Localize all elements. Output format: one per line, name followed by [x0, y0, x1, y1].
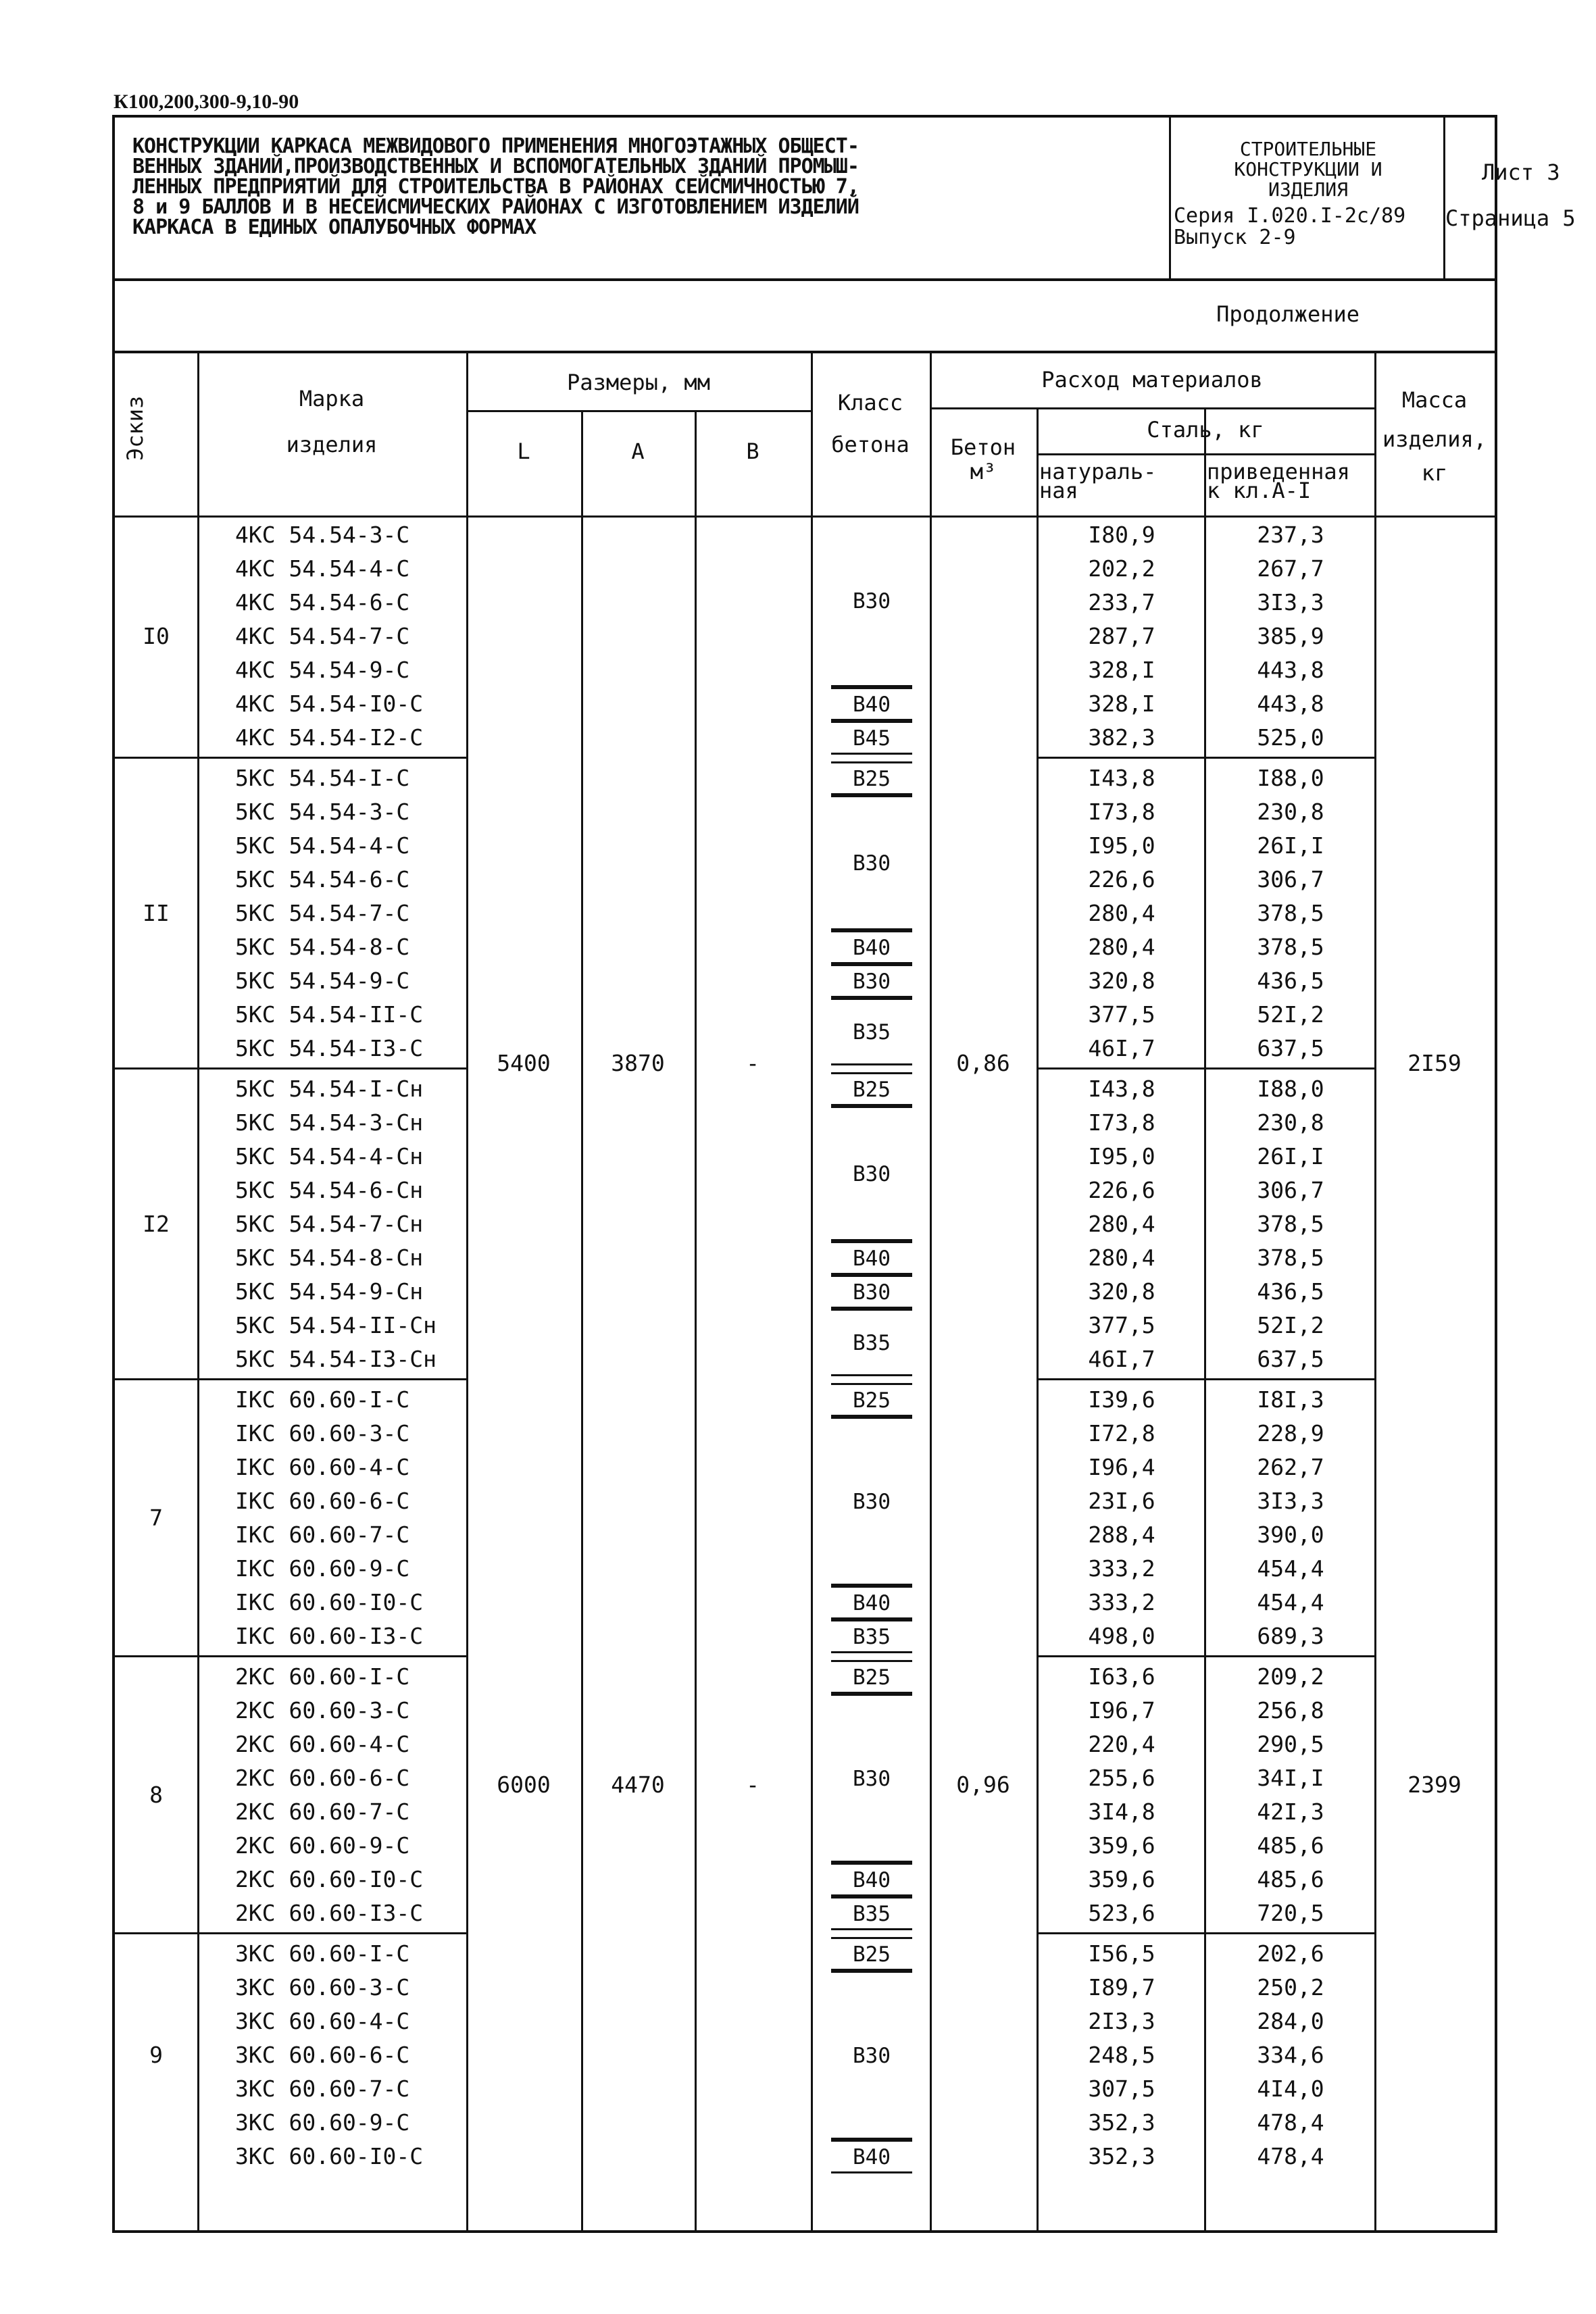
steel-natural: I43,8 [1088, 765, 1155, 791]
title-block [115, 118, 1576, 281]
steel-reduced: I88,0 [1257, 765, 1324, 791]
steel-reduced: 385,9 [1257, 623, 1324, 649]
product-mark: IКС 60.60-7-С [235, 1521, 410, 1548]
product-mark: IКС 60.60-4-С [235, 1454, 410, 1480]
steel-reduced: 390,0 [1257, 1521, 1324, 1548]
steel-reduced: 637,5 [1257, 1346, 1324, 1372]
concrete-class-label: В40 [853, 2145, 891, 2169]
concrete-class-cell [831, 687, 912, 721]
concrete-class-cell [831, 930, 912, 964]
steel-reduced: 52I,2 [1257, 1001, 1324, 1028]
steel-natural: 523,6 [1088, 1900, 1155, 1926]
concrete-class-cell [831, 1896, 912, 1930]
product-mark: IКС 60.60-6-С [235, 1488, 410, 1514]
steel-reduced: 378,5 [1257, 934, 1324, 960]
product-mark: 5КС 54.54-I-С [235, 765, 410, 791]
steel-reduced: 3I3,3 [1257, 1488, 1324, 1514]
product-mark: 3КС 60.60-4-С [235, 2008, 410, 2034]
concrete-class-label: В30 [853, 589, 891, 613]
concrete-class-cell [831, 761, 912, 795]
concrete-class-cell [831, 998, 912, 1065]
mass-header-line-2: изделия, [1382, 426, 1487, 452]
concrete-class-label: В25 [853, 1078, 891, 1102]
steel-natural: I73,8 [1088, 799, 1155, 825]
steel-header: Сталь, кг [1147, 417, 1264, 443]
steel-natural: 320,8 [1088, 1278, 1155, 1305]
product-mark: IКС 60.60-I3-С [235, 1623, 424, 1649]
product-mark: 5КС 54.54-7-С [235, 900, 410, 926]
steel-reduced: I88,0 [1257, 1076, 1324, 1102]
steel-reduced: 525,0 [1257, 724, 1324, 751]
steel-reduced: 689,3 [1257, 1623, 1324, 1649]
product-mark: 3КС 60.60-7-С [235, 2076, 410, 2102]
steel-reduced: 230,8 [1257, 799, 1324, 825]
product-mark: 5КС 54.54-I3-Сн [235, 1346, 437, 1372]
class-header-line-1: Класс [837, 390, 903, 416]
concrete-class-label: В35 [853, 1020, 891, 1045]
concrete-class-cell [831, 1241, 912, 1275]
steel-natural: 288,4 [1088, 1521, 1155, 1548]
width-4470: 4470 [611, 1771, 665, 1798]
product-mark: 4КС 54.54-I2-С [235, 724, 424, 751]
concrete-class-label: В30 [853, 1767, 891, 1791]
issue-number: Выпуск 2-9 [1174, 226, 1296, 249]
steel-natural: 377,5 [1088, 1312, 1155, 1338]
concrete-class-label: В40 [853, 1591, 891, 1615]
steel-reduced: 26I,I [1257, 1143, 1324, 1169]
steel-natural: 233,7 [1088, 589, 1155, 615]
steel-natural: 352,3 [1088, 2109, 1155, 2136]
reduced-header-line-1: приведенная [1207, 459, 1350, 484]
concrete-class-cell [831, 518, 912, 687]
steel-natural: I96,7 [1088, 1697, 1155, 1724]
product-mark: 5КС 54.54-3-Сн [235, 1109, 424, 1136]
concrete-class-label: В40 [853, 1868, 891, 1892]
concrete-class-label: В30 [853, 2044, 891, 2068]
steel-reduced: 436,5 [1257, 1278, 1324, 1305]
product-mark: 2КС 60.60-I3-С [235, 1900, 424, 1926]
steel-natural: I89,7 [1088, 1974, 1155, 2001]
length-5400: 5400 [497, 1050, 551, 1076]
steel-reduced: 250,2 [1257, 1974, 1324, 2001]
document-title: КОНСТРУКЦИИ КАРКАСА МЕЖВИДОВОГО ПРИМЕНЕНИЯ МНОГОЭТАЖНЫХ ОБЩЕСТ- ВЕННЫХ ЗДАНИЙ,ПРОИЗВОДСТВЕННЫХ И ВСПОМОГАТЕЛЬНЫХ ЗДАНИЙ ПРОМЫШ- ЛЕННЫХ ПРЕДПРИЯТИЙ ДЛЯ СТРОИТЕЛЬСТВА В РАЙОНАХ СЕЙСМИЧНОСТЬЮ 7, 8 и 9 БАЛЛОВ И В НЕСЕЙСМИЧЕСКИХ РАЙОНАХ С ИЗГОТОВЛЕНИЕМ ИЗДЕЛИЙ КАРКАСА В ЕДИНЫХ ОПАЛУБОЧНЫХ ФОРМАХ [132, 134, 859, 239]
length-6000: 6000 [497, 1771, 551, 1798]
concrete-header-line-1: Бетон [950, 434, 1016, 460]
product-mark: 5КС 54.54-4-Сн [235, 1143, 424, 1169]
steel-reduced: 284,0 [1257, 2008, 1324, 2034]
concrete-class-cell [831, 1937, 912, 1971]
product-mark: 5КС 54.54-9-С [235, 967, 410, 994]
steel-reduced: 26I,I [1257, 832, 1324, 859]
sketch-number: 7 [149, 1505, 163, 1531]
steel-reduced: 378,5 [1257, 1244, 1324, 1271]
sketch-number: II [143, 900, 170, 926]
mass-header-line-3: кг [1421, 460, 1448, 486]
sketch-number: I2 [143, 1211, 170, 1237]
steel-reduced: 378,5 [1257, 900, 1324, 926]
steel-natural: I43,8 [1088, 1076, 1155, 1102]
natural-header-line-2: ная [1039, 478, 1078, 503]
concrete-header-line-2: м³ [970, 459, 997, 484]
steel-natural: 280,4 [1088, 934, 1155, 960]
steel-natural: 23I,6 [1088, 1488, 1155, 1514]
steel-natural: 226,6 [1088, 866, 1155, 892]
concrete-class-cell [831, 1309, 912, 1376]
reduced-header-line-2: к кл.А-I [1207, 478, 1312, 503]
product-mark: 2КС 60.60-4-С [235, 1731, 410, 1757]
steel-reduced: 443,8 [1257, 657, 1324, 683]
steel-reduced: 52I,2 [1257, 1312, 1324, 1338]
product-mark: 5КС 54.54-4-С [235, 832, 410, 859]
concrete-class-cell [831, 1106, 912, 1241]
product-mark: 4КС 54.54-6-С [235, 589, 410, 615]
steel-reduced: 209,2 [1257, 1663, 1324, 1690]
natural-header-line-1: натураль- [1039, 459, 1157, 484]
product-mark: 5КС 54.54-3-С [235, 799, 410, 825]
concrete-class-cell [831, 1694, 912, 1863]
steel-natural: I73,8 [1088, 1109, 1155, 1136]
concrete-class-label: В40 [853, 1247, 891, 1271]
steel-natural: I72,8 [1088, 1420, 1155, 1447]
sheet-block [1443, 118, 1596, 278]
product-mark: 5КС 54.54-8-Сн [235, 1244, 424, 1271]
product-mark: 2КС 60.60-9-С [235, 1832, 410, 1859]
steel-reduced: 378,5 [1257, 1211, 1324, 1237]
concrete-volume-2: 0,96 [956, 1771, 1010, 1798]
product-mark: 3КС 60.60-3-С [235, 1974, 410, 2001]
steel-natural: 287,7 [1088, 623, 1155, 649]
sheet-number: Лист 3 [1482, 159, 1560, 185]
steel-natural: 320,8 [1088, 967, 1155, 994]
steel-natural: 46I,7 [1088, 1346, 1155, 1372]
steel-reduced: 202,6 [1257, 1940, 1324, 1967]
steel-reduced: 237,3 [1257, 522, 1324, 548]
product-mark: 4КС 54.54-9-С [235, 657, 410, 683]
steel-natural: I39,6 [1088, 1386, 1155, 1413]
category-line-3: ИЗДЕЛИЯ [1268, 178, 1348, 201]
steel-reduced: 306,7 [1257, 1177, 1324, 1203]
product-mark: IКС 60.60-I0-С [235, 1589, 424, 1615]
steel-reduced: 454,4 [1257, 1589, 1324, 1615]
product-mark: 5КС 54.54-II-С [235, 1001, 424, 1028]
mass-value-1: 2I59 [1407, 1050, 1462, 1076]
steel-reduced: I8I,3 [1257, 1386, 1324, 1413]
width-3870: 3870 [611, 1050, 665, 1076]
concrete-class-cell [831, 1417, 912, 1586]
product-mark: 4КС 54.54-I0-С [235, 690, 424, 717]
steel-reduced: 485,6 [1257, 1832, 1324, 1859]
steel-natural: I80,9 [1088, 522, 1155, 548]
mark-header-line-1: Марка [299, 386, 365, 411]
concrete-class-cell [831, 1619, 912, 1653]
steel-reduced: 720,5 [1257, 1900, 1324, 1926]
concrete-class-cell [831, 1383, 912, 1417]
steel-natural: I56,5 [1088, 1940, 1155, 1967]
product-mark: 5КС 54.54-6-Сн [235, 1177, 424, 1203]
steel-natural: 328,I [1088, 690, 1155, 717]
product-mark: 5КС 54.54-I3-С [235, 1035, 424, 1061]
steel-reduced: 478,4 [1257, 2109, 1324, 2136]
steel-reduced: 4I4,0 [1257, 2076, 1324, 2102]
steel-natural: 280,4 [1088, 900, 1155, 926]
steel-natural: 3I4,8 [1088, 1799, 1155, 1825]
dimensions-header: Размеры, мм [567, 370, 710, 395]
category-line-1: СТРОИТЕЛЬНЫЕ [1239, 138, 1377, 160]
steel-natural: 46I,7 [1088, 1035, 1155, 1061]
product-mark: 5КС 54.54-9-Сн [235, 1278, 424, 1305]
product-mark: 5КС 54.54-I-Сн [235, 1076, 424, 1102]
steel-natural: 226,6 [1088, 1177, 1155, 1203]
concrete-class-label: В40 [853, 693, 891, 717]
concrete-class-cell [831, 2140, 912, 2173]
concrete-class-label: В35 [853, 1902, 891, 1926]
steel-natural: 359,6 [1088, 1866, 1155, 1892]
product-mark: 5КС 54.54-6-С [235, 866, 410, 892]
product-mark: 4КС 54.54-7-С [235, 623, 410, 649]
steel-natural: I96,4 [1088, 1454, 1155, 1480]
concrete-class-label: В45 [853, 726, 891, 751]
product-mark: 2КС 60.60-I-С [235, 1663, 410, 1690]
steel-natural: 333,2 [1088, 1555, 1155, 1582]
concrete-class-label: В25 [853, 767, 891, 791]
concrete-class-label: В25 [853, 1942, 891, 1967]
class-header-line-2: бетона [831, 432, 909, 457]
concrete-class-label: В30 [853, 970, 891, 994]
product-mark: 2КС 60.60-7-С [235, 1799, 410, 1825]
concrete-class-cell [831, 1863, 912, 1896]
mark-header-line-2: изделия [286, 432, 378, 457]
steel-natural: 280,4 [1088, 1211, 1155, 1237]
dim-a-header: A [631, 438, 645, 464]
series-number: Серия I.020.I-2с/89 [1174, 204, 1406, 228]
document-code: К100,200,300-9,10-90 [114, 91, 299, 113]
steel-reduced: 334,6 [1257, 2042, 1324, 2068]
product-mark: 2КС 60.60-3-С [235, 1697, 410, 1724]
product-mark: 3КС 60.60-I0-С [235, 2143, 424, 2169]
concrete-class-label: В35 [853, 1625, 891, 1649]
steel-natural: 220,4 [1088, 1731, 1155, 1757]
mass-value-2: 2399 [1407, 1771, 1462, 1798]
steel-natural: 280,4 [1088, 1244, 1155, 1271]
steel-reduced: 262,7 [1257, 1454, 1324, 1480]
steel-reduced: 478,4 [1257, 2143, 1324, 2169]
steel-natural: I95,0 [1088, 1143, 1155, 1169]
sketch-header: Эскиз [122, 395, 148, 461]
materials-table [115, 351, 1495, 2233]
steel-natural: 328,I [1088, 657, 1155, 683]
concrete-class-label: В25 [853, 1665, 891, 1690]
product-mark: 5КС 54.54-8-С [235, 934, 410, 960]
concrete-class-cell [831, 1072, 912, 1106]
concrete-class-label: В30 [853, 1280, 891, 1305]
page-number: Страница 5 [1445, 205, 1576, 231]
product-mark: 3КС 60.60-I-С [235, 1940, 410, 1967]
steel-natural: 359,6 [1088, 1832, 1155, 1859]
mass-header-line-1: Масса [1401, 387, 1468, 413]
steel-reduced: 637,5 [1257, 1035, 1324, 1061]
product-mark: 3КС 60.60-6-С [235, 2042, 410, 2068]
steel-reduced: 485,6 [1257, 1866, 1324, 1892]
concrete-class-cell [831, 1586, 912, 1619]
steel-reduced: 230,8 [1257, 1109, 1324, 1136]
concrete-class-label: В30 [853, 851, 891, 876]
concrete-class-cell [831, 721, 912, 755]
steel-reduced: 306,7 [1257, 866, 1324, 892]
concrete-class-cell [831, 1275, 912, 1309]
concrete-class-label: В30 [853, 1162, 891, 1186]
product-mark: 5КС 54.54-II-Сн [235, 1312, 437, 1338]
steel-natural: 377,5 [1088, 1001, 1155, 1028]
steel-natural: 382,3 [1088, 724, 1155, 751]
steel-natural: 248,5 [1088, 2042, 1155, 2068]
product-mark: 2КС 60.60-6-С [235, 1765, 410, 1791]
b-dash-2: - [746, 1771, 759, 1798]
steel-reduced: 3I3,3 [1257, 589, 1324, 615]
concrete-class-label: В40 [853, 936, 891, 960]
steel-natural: 498,0 [1088, 1623, 1155, 1649]
steel-natural: 2I3,3 [1088, 2008, 1155, 2034]
product-mark: IКС 60.60-I-С [235, 1386, 410, 1413]
steel-natural: 333,2 [1088, 1589, 1155, 1615]
concrete-class-cell [831, 795, 912, 930]
concrete-class-label: В30 [853, 1490, 891, 1514]
steel-reduced: 454,4 [1257, 1555, 1324, 1582]
steel-natural: 307,5 [1088, 2076, 1155, 2102]
concrete-volume-1: 0,86 [956, 1050, 1010, 1076]
concrete-class-cell [831, 964, 912, 998]
dim-l-header: L [517, 438, 530, 464]
category-line-2: КОНСТРУКЦИИ И [1234, 158, 1382, 180]
product-mark: 3КС 60.60-9-С [235, 2109, 410, 2136]
product-mark: IКС 60.60-3-С [235, 1420, 410, 1447]
sketch-number: I0 [143, 623, 170, 649]
concrete-class-cell [831, 1971, 912, 2140]
steel-reduced: 267,7 [1257, 555, 1324, 582]
steel-natural: 352,3 [1088, 2143, 1155, 2169]
steel-natural: I63,6 [1088, 1663, 1155, 1690]
product-mark: 4КС 54.54-4-С [235, 555, 410, 582]
concrete-class-label: В25 [853, 1388, 891, 1413]
steel-natural: I95,0 [1088, 832, 1155, 859]
steel-reduced: 256,8 [1257, 1697, 1324, 1724]
steel-natural: 202,2 [1088, 555, 1155, 582]
steel-reduced: 34I,I [1257, 1765, 1324, 1791]
steel-natural: 255,6 [1088, 1765, 1155, 1791]
steel-reduced: 443,8 [1257, 690, 1324, 717]
product-mark: 5КС 54.54-7-Сн [235, 1211, 424, 1237]
product-mark: 2КС 60.60-I0-С [235, 1866, 424, 1892]
sketch-number: 8 [149, 1782, 163, 1808]
product-mark: 4КС 54.54-3-С [235, 522, 410, 548]
steel-reduced: 290,5 [1257, 1731, 1324, 1757]
materials-header: Расход материалов [1041, 367, 1263, 393]
steel-reduced: 228,9 [1257, 1420, 1324, 1447]
product-mark: IКС 60.60-9-С [235, 1555, 410, 1582]
concrete-class-cell [831, 1660, 912, 1694]
sketch-number: 9 [149, 2042, 163, 2068]
steel-reduced: 436,5 [1257, 967, 1324, 994]
steel-reduced: 42I,3 [1257, 1799, 1324, 1825]
dim-b-header: B [746, 438, 759, 464]
b-dash-1: - [746, 1050, 759, 1076]
document-frame [112, 115, 1576, 2233]
concrete-class-label: В35 [853, 1331, 891, 1355]
continuation-label: Продолжение [1216, 301, 1360, 327]
series-block [1169, 118, 1445, 278]
